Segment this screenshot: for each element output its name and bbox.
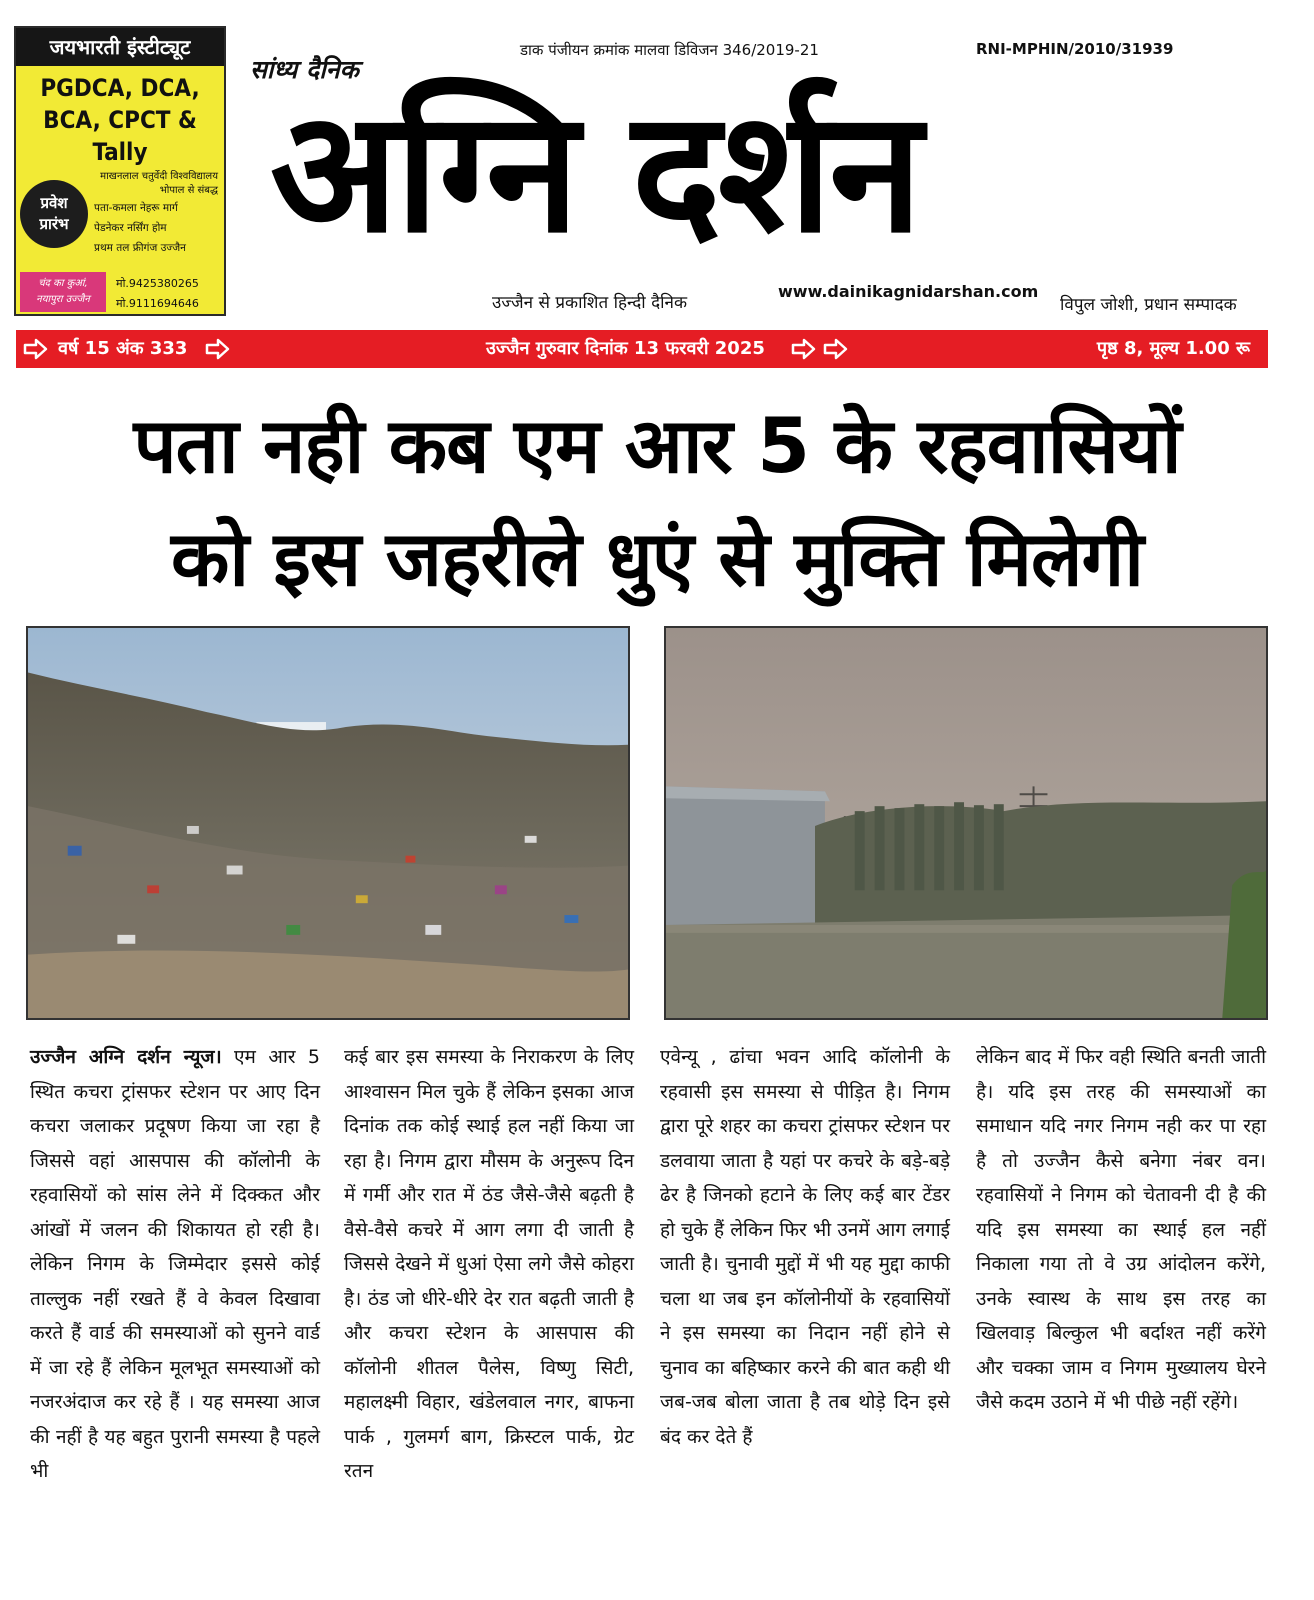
- rni-number: RNI-MPHIN/2010/31939: [976, 40, 1174, 58]
- masthead-tagline: सांध्य दैनिक: [250, 55, 359, 84]
- article-column-2-text: कई बार इस समस्या के निराकरण के लिए आश्वासन मिल चुके हैं लेकिन इसका आज दिनांक तक कोई स्थाई हल नहीं किया जा रहा है। निगम द्वारा मौसम के अनुरूप दिन में गर्मी और रात में ठंड जैसे-जैसे बढ़ती है वैसे-वैसे कचरे में आग लगा दी जाती है जिससे देखने में धुआं ऐसा लगे जैसे कोहरा है। ठंड जो धीरे-धीरे देर रात बढ़ती जाती है और कचरा स्टेशन के आसपास की कॉलोनी शीतल पैलेस, विष्णु सिटी, महालक्ष्मी विहार, खंडेलवाल नगर, बाफना पार्क , गुलमर्ग बाग, क्रिस्टल पार्क, ग्रेट रतन: [344, 1046, 634, 1482]
- ad-courses-line1: PGDCA, DCA,: [40, 74, 200, 102]
- article-column-3-text: एवेन्यू , ढांचा भवन आदि कॉलोनी के रहवासी इस समस्या से पीड़ित है। निगम द्वारा पूरे शहर का कचरा ट्रांसफर स्टेशन पर डलवाया जाता है यहां पर कचरे के बड़े-बड़े ढेर है जिनको हटाने के लिए कई बार टेंडर हो चुके हैं लेकिन फिर भी उनमें आग लगाई जाती है। चुनावी मुद्दों में भी यह मुद्दा काफी चला था जब इन कॉलोनीयों के रहवासियों ने इस समस्या का निदान नहीं होने से चुनाव का बहिष्कार करने की बात कही थी जब-जब बोला जाता है तब थोड़े दिन इसे बंद कर देते हैं: [660, 1046, 950, 1448]
- ad-badge-line1: प्रवेश: [40, 194, 68, 212]
- article-column-3: [660, 1040, 950, 1454]
- ad-address-line1: पता-कमला नेहरू मार्ग: [94, 202, 178, 214]
- smoke-colony-image: [666, 628, 1266, 1018]
- chief-editor: विपुल जोशी, प्रधान सम्पादक: [1060, 295, 1237, 315]
- advertisement-box: [14, 26, 226, 316]
- ad-address-line2: पेडनेकर नर्सिंग होम: [94, 222, 167, 234]
- issue-info-strip: [16, 330, 1268, 368]
- issue-date: उज्जैन गुरुवार दिनांक 13 फरवरी 2025: [486, 338, 765, 359]
- ad-university-line2: भोपाल से संबद्ध: [159, 185, 218, 196]
- page-price: पृष्ठ 8, मूल्य 1.00 रू: [1096, 338, 1250, 359]
- newspaper-title: अग्नि दर्शन: [270, 74, 920, 270]
- published-from: उज्जैन से प्रकाशित हिन्दी दैनिक: [492, 293, 688, 313]
- ad-badge-line2: प्रारंभ: [39, 215, 69, 233]
- ad-address-line3: प्रथम तल फ्रीगंज उज्जैन: [94, 242, 186, 254]
- ad-phones: [116, 274, 199, 314]
- ad-courses: [16, 72, 224, 168]
- ad-address: [94, 198, 222, 258]
- garbage-dump-image: [28, 628, 628, 1018]
- article-column-1-text: एम आर 5 स्थित कचरा ट्रांसफर स्टेशन पर आए दिन कचरा जलाकर प्रदूषण किया जा रहा है जिससे वहां आसपास की कॉलोनी के रहवासियों को सांस लेने में दिक्कत और आंखों में जलन की शिकायत हो रही है। लेकिन निगम के जिम्मेदार इससे कोई ताल्लुक नहीं रखते हैं वे केवल दिखावा करते हैं वार्ड की समस्याओं को सुनने वार्ड में जा रहे हैं लेकिन मूलभूत समस्याओं को नजरअंदाज कर रहे हैं । यह समस्या आज की नहीं है यह बहुत पुरानी समस्या है पहले भी: [30, 1046, 320, 1482]
- article-column-4: [976, 1040, 1266, 1420]
- ad-branch-line1: चंद का कुआं,: [38, 278, 88, 289]
- ad-courses-line2: BCA, CPCT & Tally: [43, 106, 197, 166]
- smoke-colony-photo: [664, 626, 1268, 1020]
- article-byline: उज्जैन अग्नि दर्शन न्यूज।: [30, 1046, 222, 1068]
- postal-registration: डाक पंजीयन क्रमांक मालवा डिविजन 346/2019-21: [520, 41, 819, 59]
- website-link[interactable]: www.dainikagnidarshan.com: [778, 282, 1039, 301]
- volume-issue: वर्ष 15 अंक 333: [58, 338, 188, 359]
- ad-university-line1: माखनलाल चतुर्वेदी विश्वविद्यालय: [100, 171, 218, 182]
- article-column-4-text: लेकिन बाद में फिर वही स्थिति बनती जाती है। यदि इस तरह की समस्याओं का समाधान यदि नगर निगम नही कर पा रहा है तो उज्जैन कैसे बनेगा नंबर वन। रहवासियों ने निगम को चेतावनी दी है की यदि इस समस्या का स्थाई हल नहीं निकाला गया तो वे उग्र आंदोलन करेंगे, उनके स्वास्थ के साथ इस तरह का खिलवाड़ बिल्कुल भी बर्दाश्त नहीं करेंगे और चक्का जाम व निगम मुख्यालय घेरने जैसे कदम उठाने में भी पीछे नहीं रहेंगे।: [976, 1046, 1266, 1413]
- arrow-right-icon: [822, 335, 850, 363]
- arrow-right-icon: [204, 335, 232, 363]
- ad-admission-badge: [20, 180, 88, 248]
- headline-line-2: को इस जहरीले धुएं से मुक्ति मिलेगी: [170, 514, 1143, 603]
- article-column-2: [344, 1040, 634, 1489]
- ad-branch-line2: नयापुरा उज्जैन: [36, 294, 90, 305]
- ad-branch-label: [20, 272, 106, 312]
- ad-phone-2: मो.9111694646: [116, 297, 199, 310]
- article-column-1: [30, 1040, 320, 1489]
- arrow-right-icon: [22, 335, 50, 363]
- headline-line-1: पता नही कब एम आर 5 के रहवासियों: [133, 401, 1181, 490]
- arrow-right-icon: [790, 335, 818, 363]
- ad-phone-1: मो.9425380265: [116, 277, 199, 290]
- garbage-dump-photo: [26, 626, 630, 1020]
- ad-institute-name: जयभारती इंस्टीट्यूट: [16, 28, 224, 66]
